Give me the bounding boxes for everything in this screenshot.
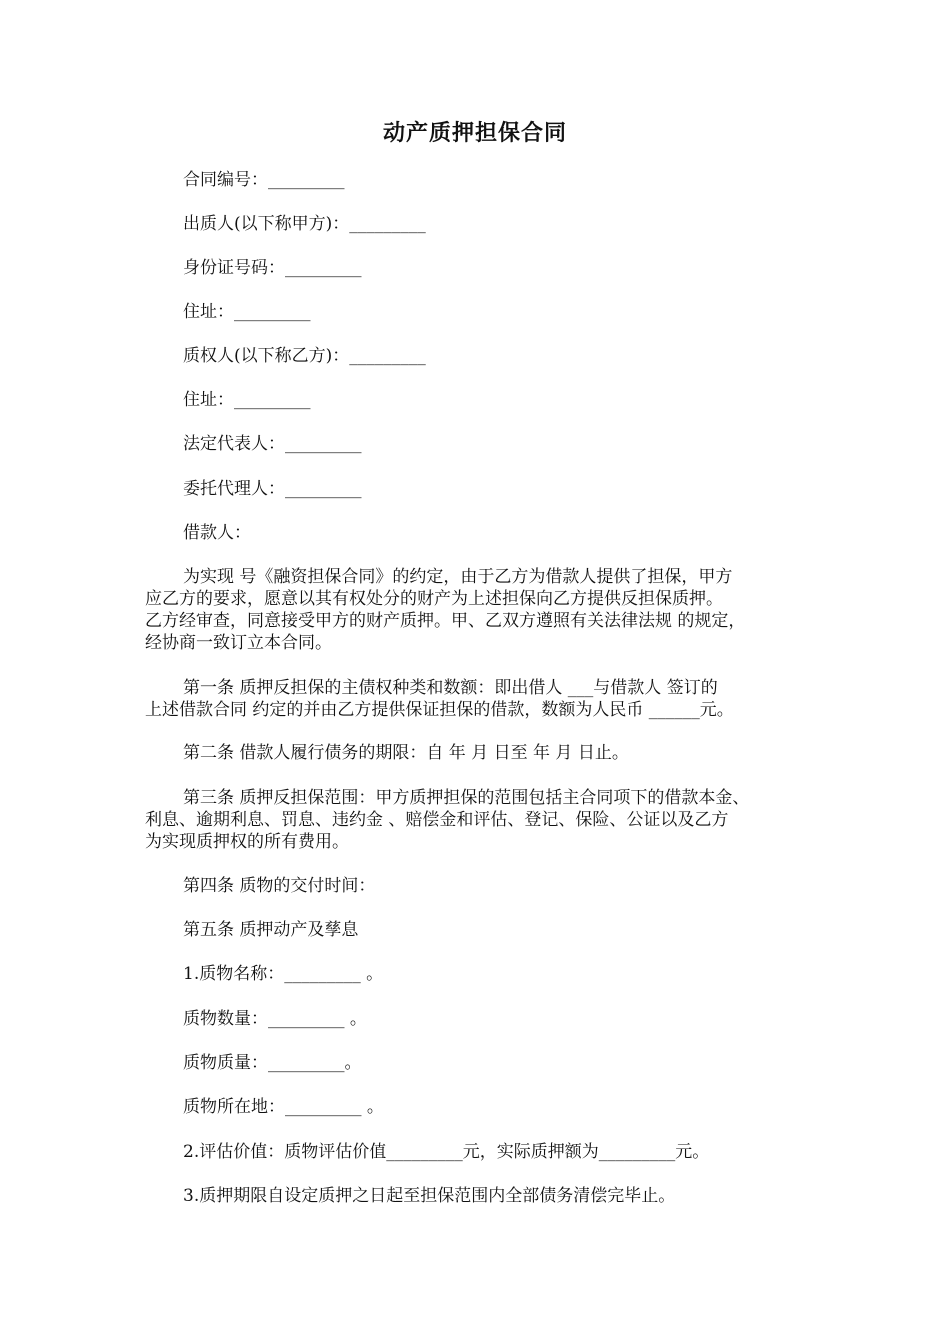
item-name: 1.质物名称：_________ 。 <box>183 964 384 984</box>
contract-number-field: 合同编号：_________ <box>183 170 345 190</box>
item-valuation: 2.评估价值：质物评估价值_________元，实际质押额为_________元。 <box>183 1142 710 1162</box>
borrower-field: 借款人： <box>183 523 251 543</box>
document-title: 动产质押担保合同 <box>382 120 567 146</box>
article-3-line: 利息、逾期利息、罚息、违约金 、赔偿金和评估、登记、保险、公证以及乙方 <box>145 810 729 830</box>
item-quality: 质物质量：_________。 <box>183 1053 362 1073</box>
article-5: 第五条 质押动产及孳息 <box>183 920 359 940</box>
pledgee-address-field: 住址：_________ <box>183 390 311 410</box>
article-3-paragraph <box>145 787 815 853</box>
preamble-line: 为实现 号《融资担保合同》的约定，由于乙方为借款人提供了担保，甲方 <box>183 567 733 587</box>
item-term: 3.质押期限自设定质押之日起至担保范围内全部债务清偿完毕止。 <box>183 1186 676 1206</box>
article-3-line: 第三条 质押反担保范围：甲方质押担保的范围包括主合同项下的借款本金、 <box>183 788 750 808</box>
pledgor-field: 出质人(以下称甲方)：_________ <box>183 214 426 234</box>
article-1-line: 上述借款合同 约定的并由乙方提供保证担保的借款，数额为人民币 ______元。 <box>145 700 734 720</box>
article-4: 第四条 质物的交付时间： <box>183 876 376 896</box>
article-1-line: 第一条 质押反担保的主债权种类和数额：即出借人 ___与借款人 签订的 <box>183 678 718 698</box>
article-1-paragraph <box>145 677 815 721</box>
item-location: 质物所在地：_________ 。 <box>183 1097 384 1117</box>
id-number-field: 身份证号码：_________ <box>183 258 362 278</box>
item-quantity: 质物数量：_________ 。 <box>183 1009 367 1029</box>
article-2: 第二条 借款人履行债务的期限：自 年 月 日至 年 月 日止。 <box>183 743 629 763</box>
agent-field: 委托代理人：_________ <box>183 479 362 499</box>
preamble-line: 应乙方的要求，愿意以其有权处分的财产为上述担保向乙方提供反担保质押。 <box>145 589 723 609</box>
preamble-line: 经协商一致订立本合同。 <box>145 633 332 653</box>
preamble-paragraph <box>145 566 815 654</box>
article-3-line: 为实现质押权的所有费用。 <box>145 832 349 852</box>
pledgee-field: 质权人(以下称乙方)：_________ <box>183 346 426 366</box>
legal-representative-field: 法定代表人：_________ <box>183 434 362 454</box>
pledgor-address-field: 住址：_________ <box>183 302 311 322</box>
preamble-line: 乙方经审查，同意接受甲方的财产质押。甲、乙双方遵照有关法律法规 的规定， <box>145 611 746 631</box>
